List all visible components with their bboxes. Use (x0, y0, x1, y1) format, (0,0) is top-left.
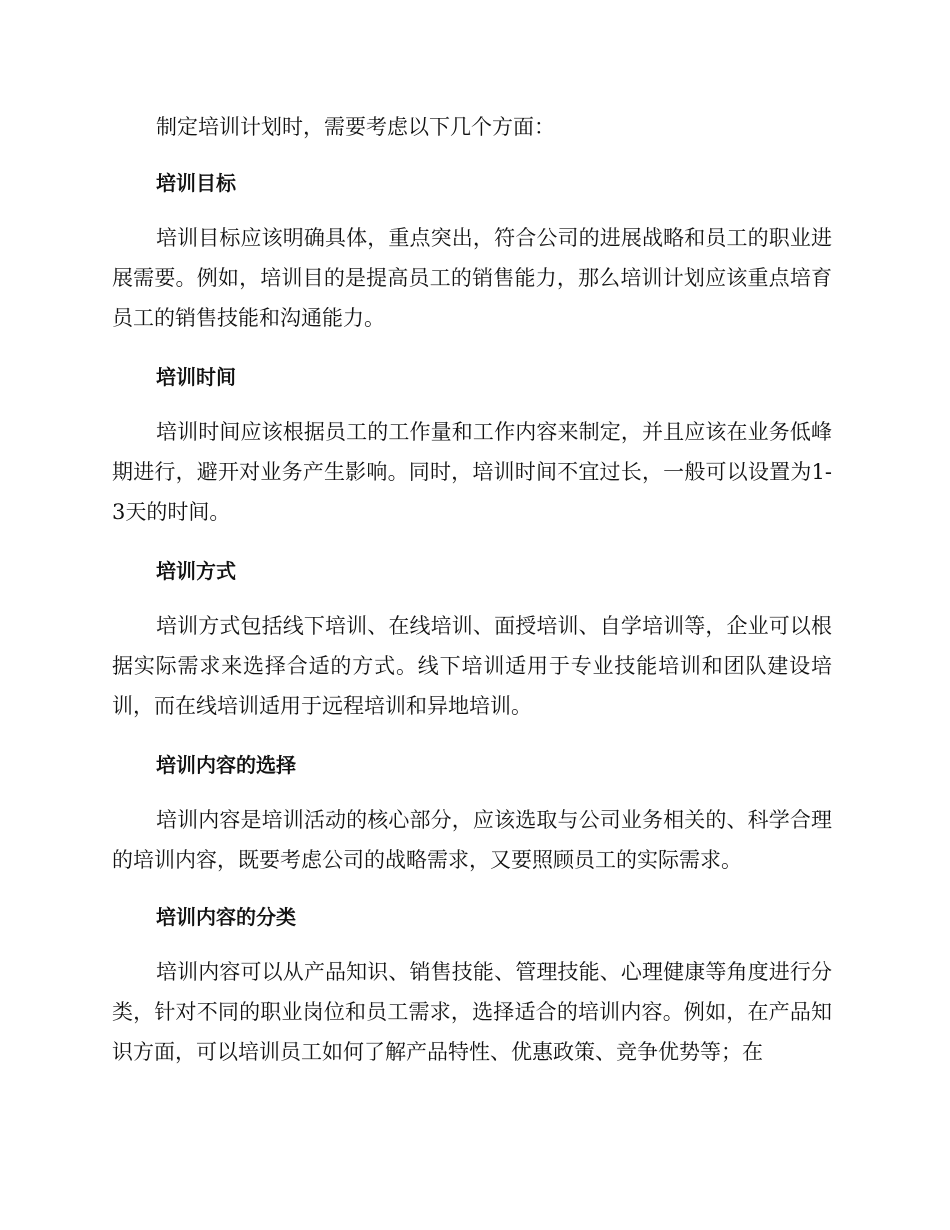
heading-content-selection: 培训内容的选择 (156, 753, 296, 777)
paragraph-content-classification: 培训内容可以从产品知识、销售技能、管理技能、心理健康等角度进行分类，针对不同的职业岗位和员工需求，选择适合的培训内容。例如，在产品知识方面，可以培训员工如何了解产品特性、优惠政策、竞争优势等；在 (112, 960, 832, 1064)
intro-paragraph: 制定培训计划时，需要考虑以下几个方面： (156, 115, 555, 139)
paragraph-training-method: 培训方式包括线下培训、在线培训、面授培训、自学培训等，企业可以根据实际需求来选择合适的方式。线下培训适用于专业技能培训和团队建设培训，而在线培训适用于远程培训和异地培训。 (112, 614, 832, 718)
paragraph-training-goal: 培训目标应该明确具体，重点突出，符合公司的进展战略和员工的职业进展需要。例如，培训目的是提高员工的销售能力，那么培训计划应该重点培育员工的销售技能和沟通能力。 (112, 226, 832, 330)
heading-training-goal: 培训目标 (156, 171, 236, 195)
heading-training-time: 培训时间 (156, 365, 236, 389)
paragraph-content-selection: 培训内容是培训活动的核心部分，应该选取与公司业务相关的、科学合理的培训内容，既要考虑公司的战略需求，又要照顾员工的实际需求。 (112, 808, 832, 872)
heading-training-method: 培训方式 (156, 559, 236, 583)
heading-content-classification: 培训内容的分类 (156, 905, 296, 929)
paragraph-training-time: 培训时间应该根据员工的工作量和工作内容来制定，并且应该在业务低峰期进行，避开对业务产生影响。同时，培训时间不宜过长，一般可以设置为1-3天的时间。 (112, 420, 832, 524)
